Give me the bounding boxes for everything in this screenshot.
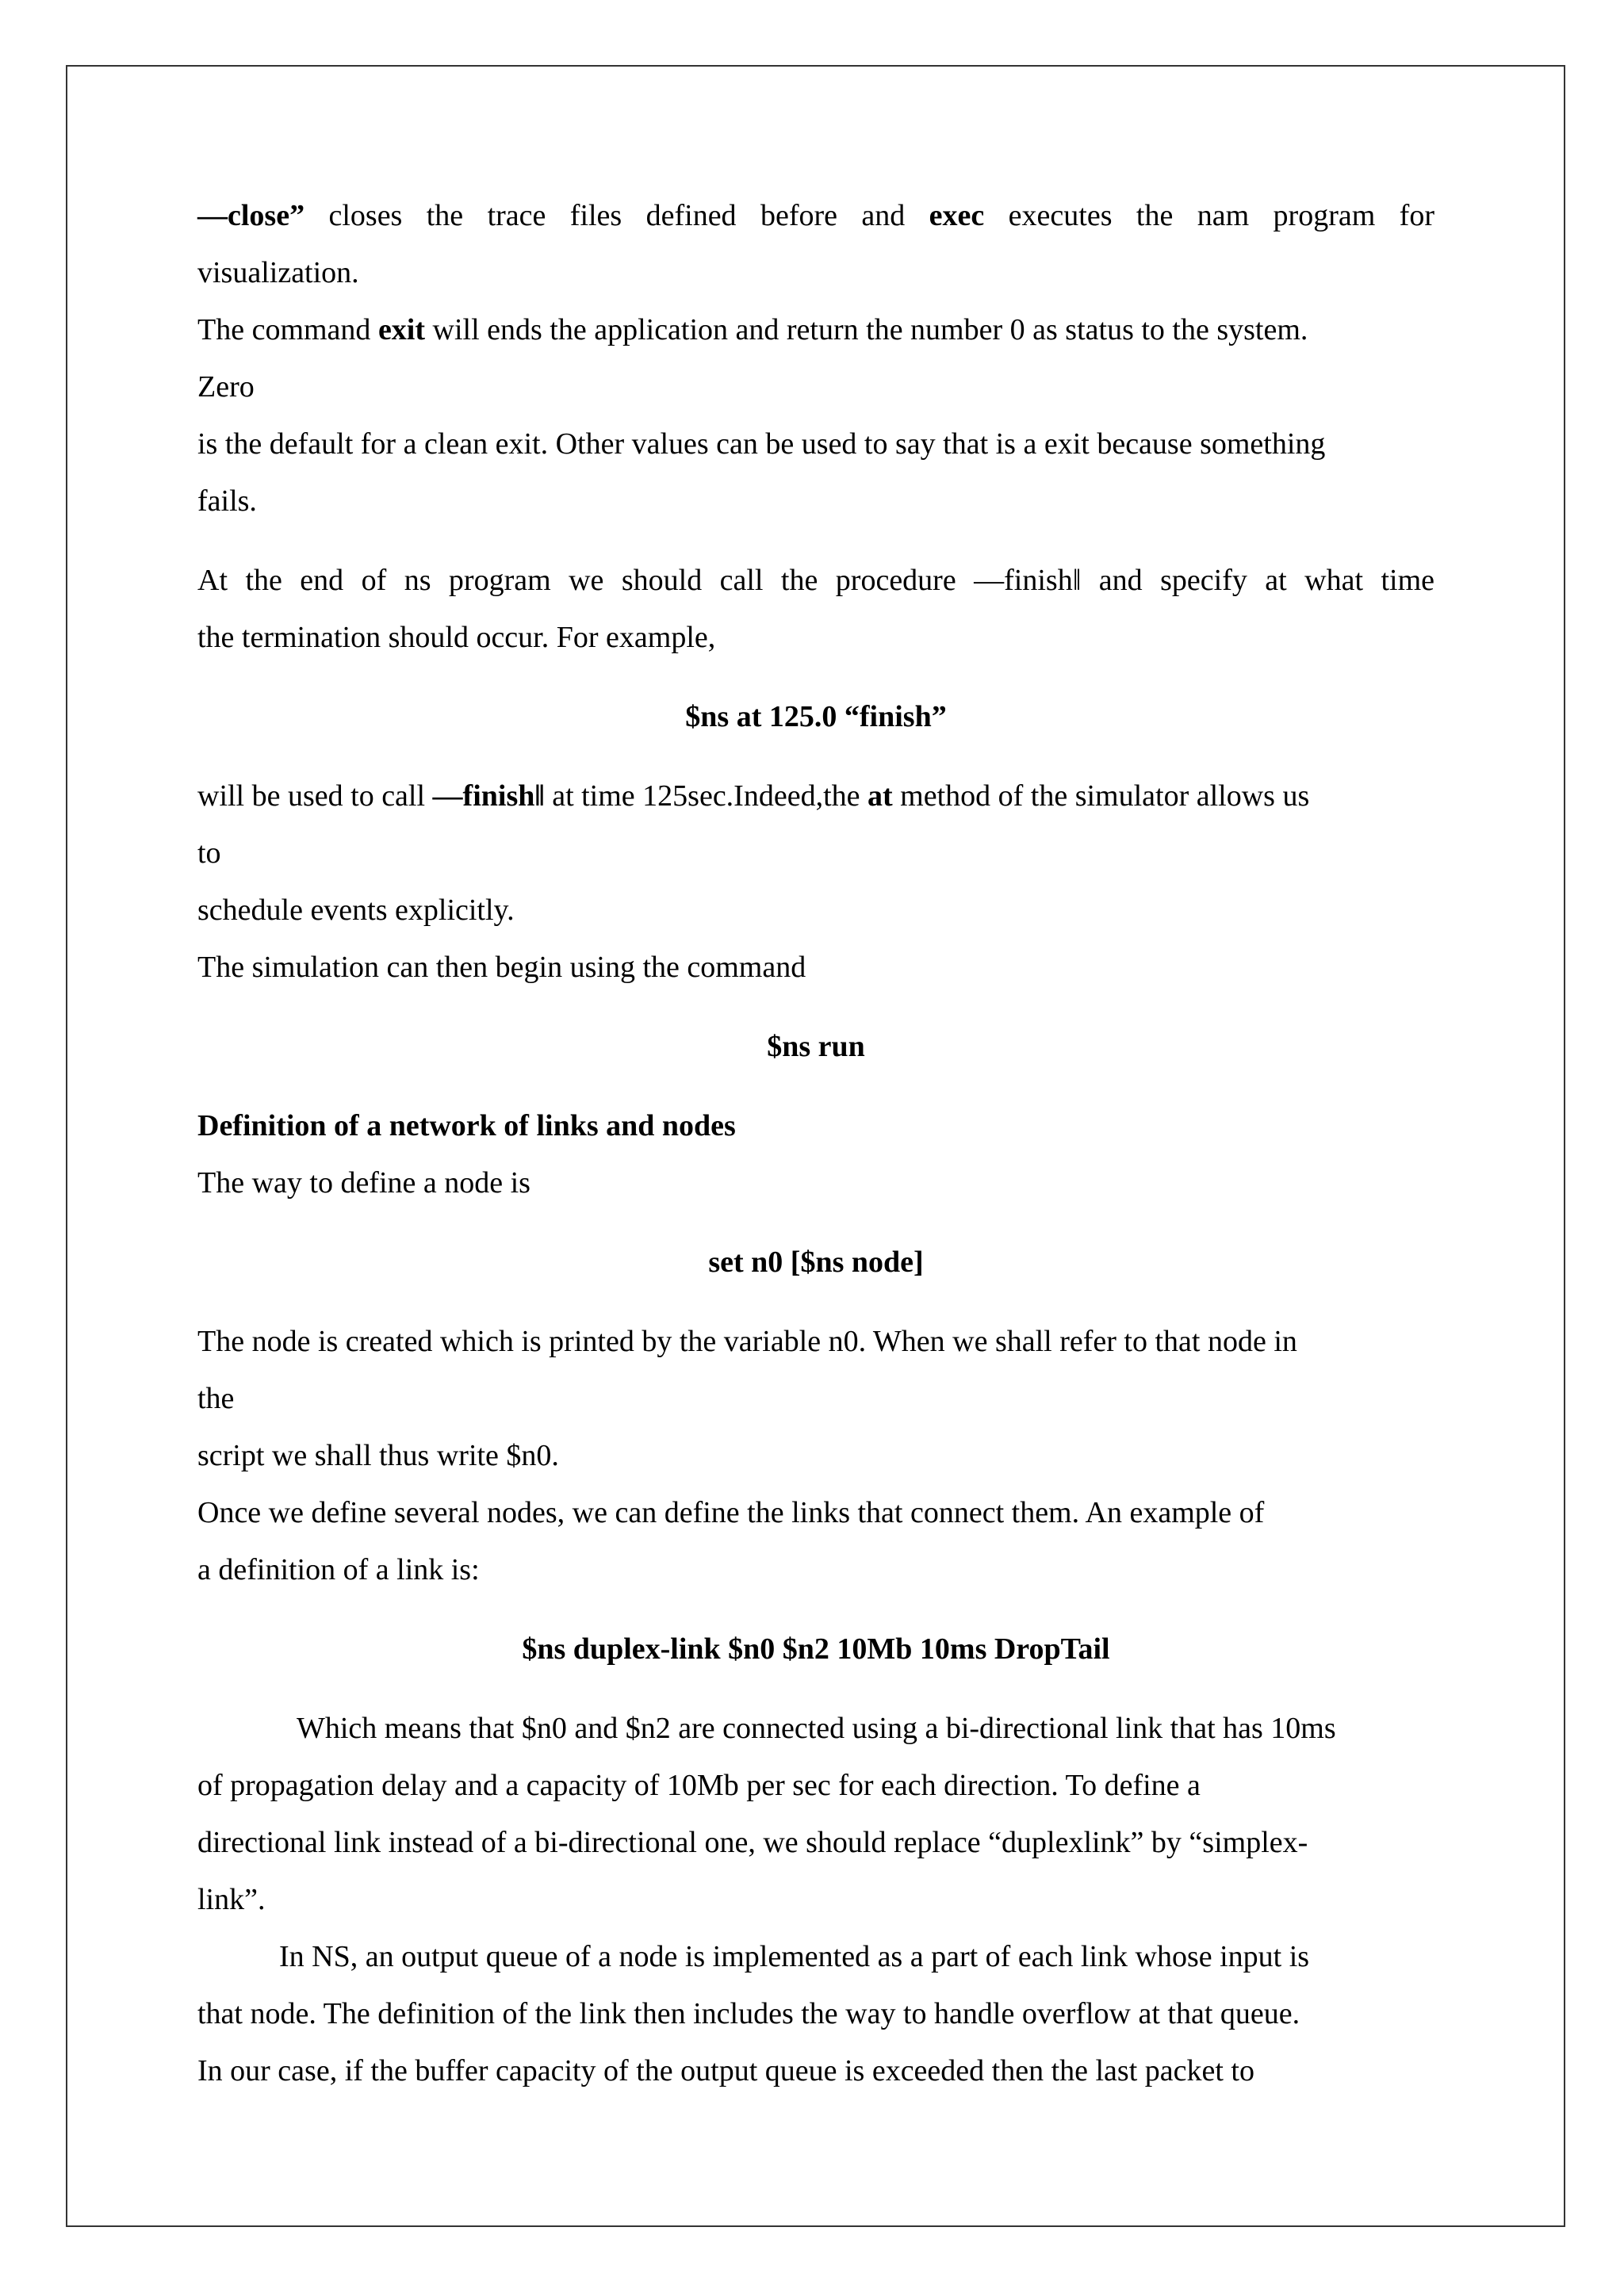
paragraph-output-queue: In NS, an output queue of a node is implemented as a part of each link whose input is [279, 1940, 1310, 1973]
paragraph-propagation-delay: of propagation delay and a capacity of 10Mb per sec for each direction. To define a [197, 1769, 1201, 1802]
section-heading: Definition of a network of links and nodes [197, 1109, 736, 1142]
code-set-n0: set n0 [$ns node] [708, 1246, 924, 1279]
code-ns-at-finish: $ns at 125.0 “finish” [685, 700, 947, 733]
paragraph-several-nodes: Once we define several nodes, we can define the links that connect them. An example of [197, 1496, 1265, 1529]
paragraph-which-means: Which means that $n0 and $n2 are connected using a bi-directional link that has 10ms [297, 1712, 1336, 1745]
paragraph-close-exec: ―close” closes the trace files defined before and exec executes the nam program for [197, 199, 1434, 232]
paragraph-close-exec-end: visualization. [197, 256, 359, 289]
paragraph-schedule-events: schedule events explicitly. [197, 894, 515, 927]
paragraph-exit: The command exit will ends the application and return the number 0 as status to the system. [197, 313, 1308, 346]
paragraph-simplex-link: link”. [197, 1883, 266, 1916]
paragraph-call-finish: will be used to call ―finish‖ at time 125sec.Indeed,the at method of the simulator allows us [197, 779, 1310, 813]
paragraph-directional-link: directional link instead of a bi-directional one, we should replace “duplexlink” by “simplex- [197, 1826, 1308, 1859]
paragraph-simulation-begin: The simulation can then begin using the command [197, 951, 806, 984]
paragraph-define-node: The way to define a node is [197, 1166, 530, 1200]
paragraph-call-finish-to: to [197, 836, 221, 870]
keyword-exit: exit [377, 313, 426, 346]
paragraph-exit-clean: is the default for a clean exit. Other values can be used to say that is a exit because something [197, 427, 1326, 461]
paragraph-overflow: that node. The definition of the link then includes the way to handle overflow at that queue. [197, 1997, 1300, 2030]
paragraph-buffer-capacity: In our case, if the buffer capacity of the output queue is exceeded then the last packet to [197, 2054, 1254, 2087]
paragraph-finish-line2: the termination should occur. For example, [197, 621, 716, 654]
keyword-finish: ―finish‖ [432, 779, 545, 813]
paragraph-node-script: script we shall thus write $n0. [197, 1439, 559, 1472]
keyword-close: ―close” [197, 199, 305, 232]
paragraph-exit-fails: fails. [197, 484, 257, 518]
code-duplex-link: $ns duplex-link $n0 $n2 10Mb 10ms DropTail [522, 1632, 1110, 1666]
paragraph-link-definition: a definition of a link is: [197, 1553, 480, 1586]
keyword-exec: exec [929, 199, 985, 232]
paragraph-node-created: The node is created which is printed by the variable n0. When we shall refer to that node in [197, 1325, 1297, 1358]
keyword-at: at [868, 779, 893, 813]
document-body [197, 187, 1434, 2099]
code-ns-run: $ns run [767, 1030, 865, 1063]
paragraph-exit-zero: Zero [197, 370, 255, 404]
paragraph-finish-line1: At the end of ns program we should call the procedure ―finish‖ and specify at what time [197, 564, 1434, 597]
paragraph-node-created-the: the [197, 1382, 235, 1415]
